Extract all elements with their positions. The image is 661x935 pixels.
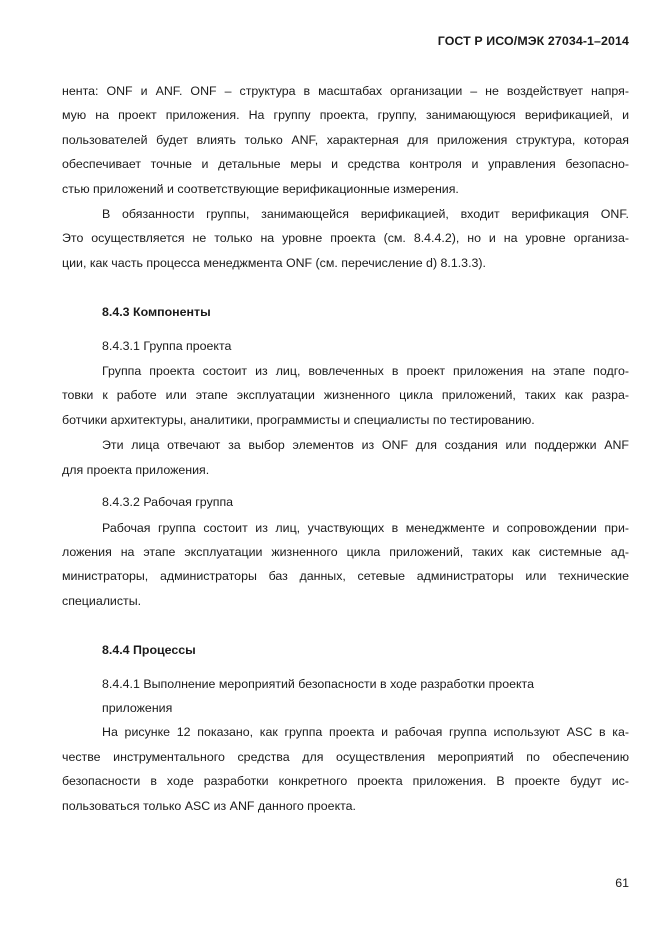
text-line: пользоваться только ASC из ANF данного проекта. — [62, 798, 356, 813]
text-line: ложения на этапе эксплуатации жизненного цикла приложений, таких как системные ад- — [62, 544, 629, 559]
text-line: ботчики архитектуры, аналитики, программисты и специалисты по тестированию. — [62, 412, 535, 427]
paragraph-responsibilities — [62, 433, 629, 482]
text-line: Рабочая группа состоит из лиц, участвующих в менеджменте и сопровождении при- — [102, 520, 629, 535]
paragraph-figure-12 — [62, 720, 629, 818]
text-line: На рисунке 12 показано, как группа проекта и рабочая группа используют ASC в ка- — [102, 725, 629, 740]
subsection-heading-security-dev-cont: приложения — [102, 700, 173, 715]
text-line: Эти лица отвечают за выбор элементов из ONF для создания или поддержки ANF — [102, 438, 629, 453]
text-line: нента: ONF и ANF. ONF – структура в масштабах организации – не воздействует напря- — [62, 84, 629, 98]
text-line: обеспечивает точные и детальные меры и средства контроля и управления безопасно- — [62, 157, 629, 172]
text-line: В обязанности группы, занимающейся верификацией, входит верификация ONF. — [102, 207, 629, 222]
text-line: пользователей будет влиять только ANF, характерная для приложения структура, которая — [62, 132, 629, 147]
text-line: мую на проект приложения. На группу проекта, группу, занимающуюся верификацией, и — [62, 108, 629, 123]
section-heading-processes: 8.4.4 Процессы — [102, 643, 196, 658]
subsection-heading-work-group: 8.4.3.2 Рабочая группа — [102, 495, 234, 510]
paragraph-onf-anf — [62, 79, 629, 201]
text-line: для проекта приложения. — [62, 462, 210, 477]
document-body — [62, 79, 629, 818]
text-line: министраторы, администраторы баз данных, сетевые администраторы или технические — [62, 569, 629, 584]
text-line: честве инструментального средства для осуществления мероприятий по обеспечению — [62, 749, 629, 764]
text-line: безопасности в ходе разработки конкретного проекта приложения. В проекте будут ис- — [62, 774, 629, 789]
page-number: 61 — [615, 876, 629, 890]
section-heading-components: 8.4.3 Компоненты — [102, 305, 211, 320]
subsection-heading-project-team: 8.4.3.1 Группа проекта — [102, 338, 232, 353]
text-line: товки к работе или этапе эксплуатации жизненного цикла приложений, таких как разра- — [62, 388, 629, 403]
paragraph-verification — [62, 202, 629, 275]
subsection-heading-security-dev: 8.4.4.1 Выполнение мероприятий безопасности в ходе разработки проекта — [102, 676, 534, 691]
page-header-standard-id: ГОСТ Р ИСО/МЭК 27034-1–2014 — [437, 34, 629, 48]
text-line: специалисты. — [62, 593, 142, 608]
paragraph-project-team — [62, 359, 629, 432]
text-line: стью приложений и соответствующие верификационные измерения. — [62, 181, 459, 196]
text-line: Это осуществляется не только на уровне проекта (см. 8.4.4.2), но и на уровне организа- — [62, 231, 629, 246]
text-line: Группа проекта состоит из лиц, вовлеченных в проект приложения на этапе подго- — [102, 364, 629, 379]
paragraph-work-group — [62, 516, 629, 614]
text-line: ции, как часть процесса менеджмента ONF (см. перечисление d) 8.1.3.3). — [62, 255, 486, 270]
